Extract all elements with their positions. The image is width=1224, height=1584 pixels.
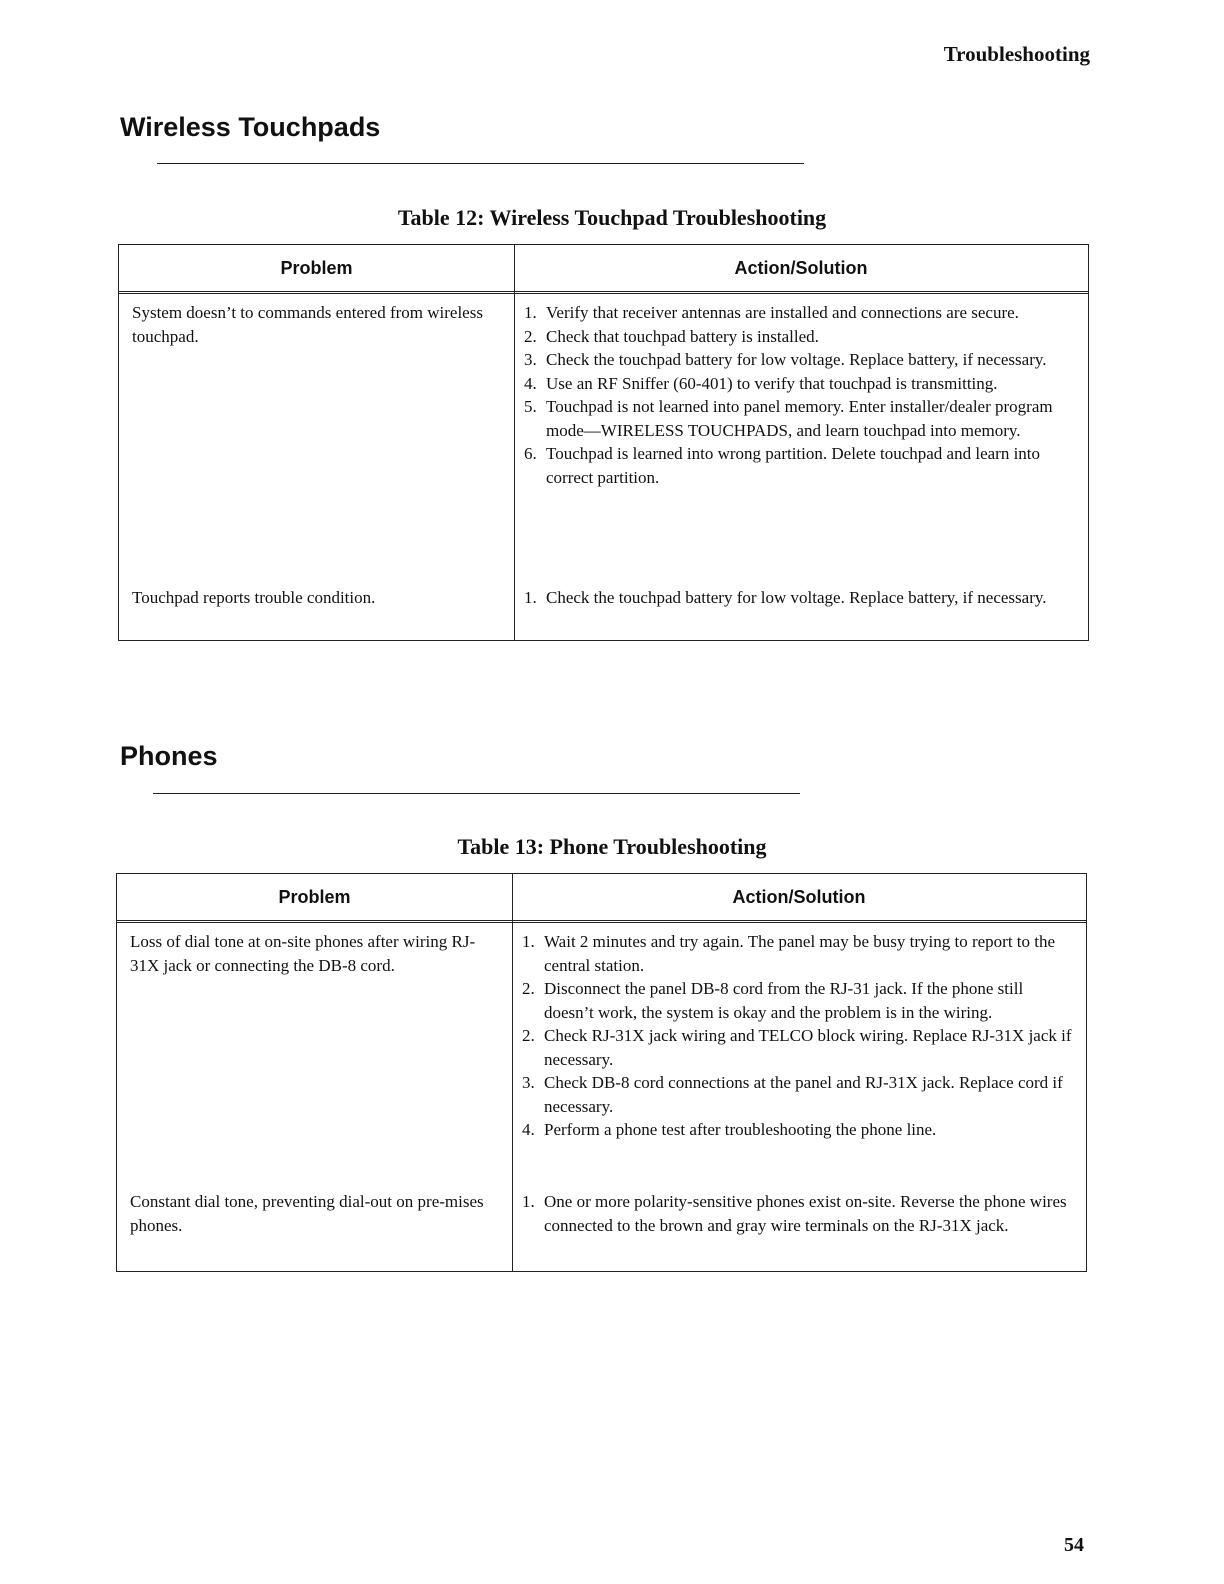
action-item: [524, 348, 1078, 372]
action-number: 1.: [524, 303, 537, 322]
action-cell: [514, 301, 1088, 489]
problem-cell: Loss of dial tone at on-site phones after wiring RJ-31X jack or connecting the DB-8 cord.: [130, 932, 476, 975]
table-caption: Table 13: Phone Troubleshooting: [457, 834, 767, 859]
action-text: Touchpad is not learned into panel memory. Enter installer/dealer program mode—WIRELESS TOUCHPADS, and learn touchpad into memory.: [546, 397, 1053, 440]
action-text: Use an RF Sniffer (60-401) to verify that touchpad is transmitting.: [546, 373, 998, 393]
action-number: 2.: [522, 979, 535, 998]
column-header-problem: Problem: [278, 886, 351, 907]
troubleshooting-table-phones: [116, 873, 1087, 1272]
action-cell: [514, 586, 1088, 610]
action-item: [522, 977, 1076, 1024]
troubleshooting-table-wireless: [118, 244, 1089, 641]
column-header-action: Action/Solution: [734, 257, 868, 278]
action-text: Touchpad is learned into wrong partition. Delete touchpad and learn into correct partition.: [546, 444, 1041, 487]
section-title-wireless-touchpads: Wireless Touchpads: [120, 112, 381, 142]
section-rule: [157, 163, 804, 164]
action-cell: [512, 1190, 1086, 1237]
column-header-action: Action/Solution: [732, 886, 866, 907]
action-text: Disconnect the panel DB-8 cord from the RJ-31 jack. If the phone still doesn’t work, the system is okay and the problem is in the wiring.: [544, 979, 1024, 1022]
table-header: [119, 245, 1088, 294]
action-number: 3.: [524, 350, 537, 369]
action-number: 5.: [524, 397, 537, 416]
problem-cell: System doesn’t to commands entered from wireless touchpad.: [132, 303, 483, 346]
action-text: Check the touchpad battery for low voltage. Replace battery, if necessary.: [546, 350, 1047, 369]
action-item: [524, 395, 1078, 442]
table-row: [117, 1190, 1086, 1237]
problem-cell: Constant dial tone, preventing dial-out on pre-mises phones.: [130, 1192, 484, 1235]
action-number: 4.: [524, 373, 537, 393]
running-head: Troubleshooting: [943, 42, 1090, 66]
action-number: 2.: [524, 326, 537, 346]
action-text: Perform a phone test after troubleshooting the phone line.: [544, 1120, 937, 1139]
action-item: [522, 1071, 1076, 1118]
action-number: 1.: [522, 1192, 535, 1211]
action-number: 3.: [522, 1073, 535, 1092]
action-text: Check that touchpad battery is installed.: [546, 326, 819, 346]
action-item: [522, 1118, 1076, 1142]
action-number: 1.: [524, 588, 537, 607]
action-text: Check the touchpad battery for low voltage. Replace battery, if necessary.: [546, 588, 1047, 607]
column-header-problem: Problem: [280, 257, 353, 278]
section-rule: [153, 793, 800, 794]
table-row: [117, 930, 1086, 1142]
action-number: 6.: [524, 444, 537, 463]
table-row: [119, 586, 1088, 610]
action-item: [522, 1190, 1076, 1237]
action-number: 1.: [522, 932, 535, 951]
action-number: 4.: [522, 1120, 535, 1139]
table-header: [117, 874, 1086, 923]
action-item: [522, 1024, 1076, 1071]
action-number: 2.: [522, 1026, 535, 1045]
action-text: Check RJ-31X jack wiring and TELCO block wiring. Replace RJ-31X jack if necessary.: [544, 1026, 1072, 1069]
section-title-phones: Phones: [120, 741, 218, 771]
table-row: [119, 301, 1088, 489]
action-item: [524, 372, 1078, 396]
table-caption: Table 12: Wireless Touchpad Troubleshooting: [397, 205, 827, 230]
problem-cell: Touchpad reports trouble condition.: [132, 588, 376, 607]
action-item: [524, 586, 1078, 610]
action-item: [524, 442, 1078, 489]
action-text: Wait 2 minutes and try again. The panel may be busy trying to report to the central station.: [544, 932, 1056, 975]
action-cell: [512, 930, 1086, 1142]
action-text: Verify that receiver antennas are installed and connections are secure.: [546, 303, 1019, 322]
action-item: [524, 301, 1078, 325]
action-item: [522, 930, 1076, 977]
page-number: 54: [1064, 1534, 1084, 1556]
action-text: One or more polarity-sensitive phones exist on-site. Reverse the phone wires connected to the brown and gray wire terminals on the RJ-31X jack.: [544, 1192, 1067, 1235]
action-item: [524, 325, 1078, 349]
action-text: Check DB-8 cord connections at the panel and RJ-31X jack. Replace cord if necessary.: [544, 1073, 1063, 1116]
